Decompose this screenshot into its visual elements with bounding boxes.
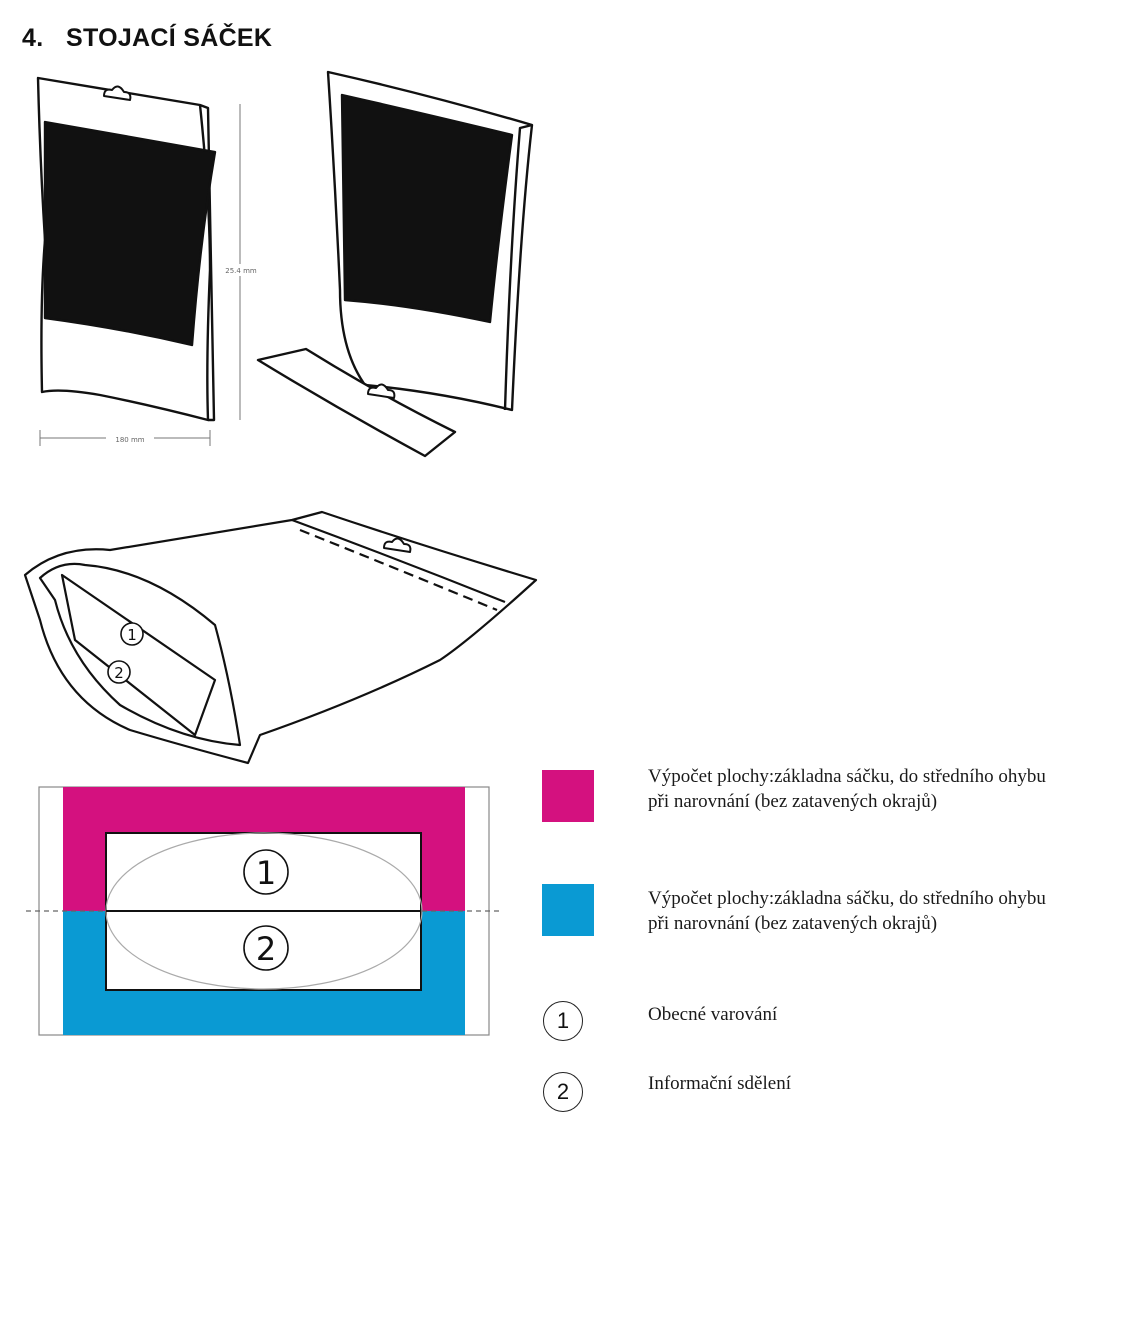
lying-zone-2-marker: 2: [114, 664, 124, 682]
flat-area-diagram: [26, 787, 502, 1035]
legend-marker-1: 1: [543, 1001, 583, 1041]
back-pouch-drawing: [258, 72, 532, 456]
width-dimension-label: 180 mm: [115, 436, 145, 444]
area-zone-1-number: 1: [255, 854, 277, 892]
legend-label-general-warning: Obecné varování: [648, 1004, 778, 1025]
legend-magenta-line2: při narovnání (bez zatavených okrajů): [648, 791, 938, 812]
height-dimension-label: 25.4 mm: [225, 267, 257, 275]
lying-zone-1-marker: 1: [127, 626, 137, 644]
legend-magenta-line1: Výpočet plochy:základna sáčku, do středního ohybu: [648, 766, 1046, 787]
legend-item-blue: [648, 886, 1108, 936]
legend-swatch-magenta: [542, 770, 594, 822]
area-zone-2-number: 2: [255, 930, 277, 968]
legend-item-magenta: [648, 764, 1108, 814]
lying-pouch-drawing: [25, 512, 536, 763]
legend-blue-line1: Výpočet plochy:základna sáčku, do středního ohybu: [648, 888, 1046, 909]
legend-swatch-blue: [542, 884, 594, 936]
section-number: 4.: [22, 24, 44, 52]
legend-label-information: Informační sdělení: [648, 1073, 791, 1094]
legend-marker-2: 2: [543, 1072, 583, 1112]
legend-blue-line2: při narovnání (bez zatavených okrajů): [648, 913, 938, 934]
section-title: STOJACÍ SÁČEK: [66, 24, 273, 52]
front-pouch-drawing: [38, 78, 240, 446]
